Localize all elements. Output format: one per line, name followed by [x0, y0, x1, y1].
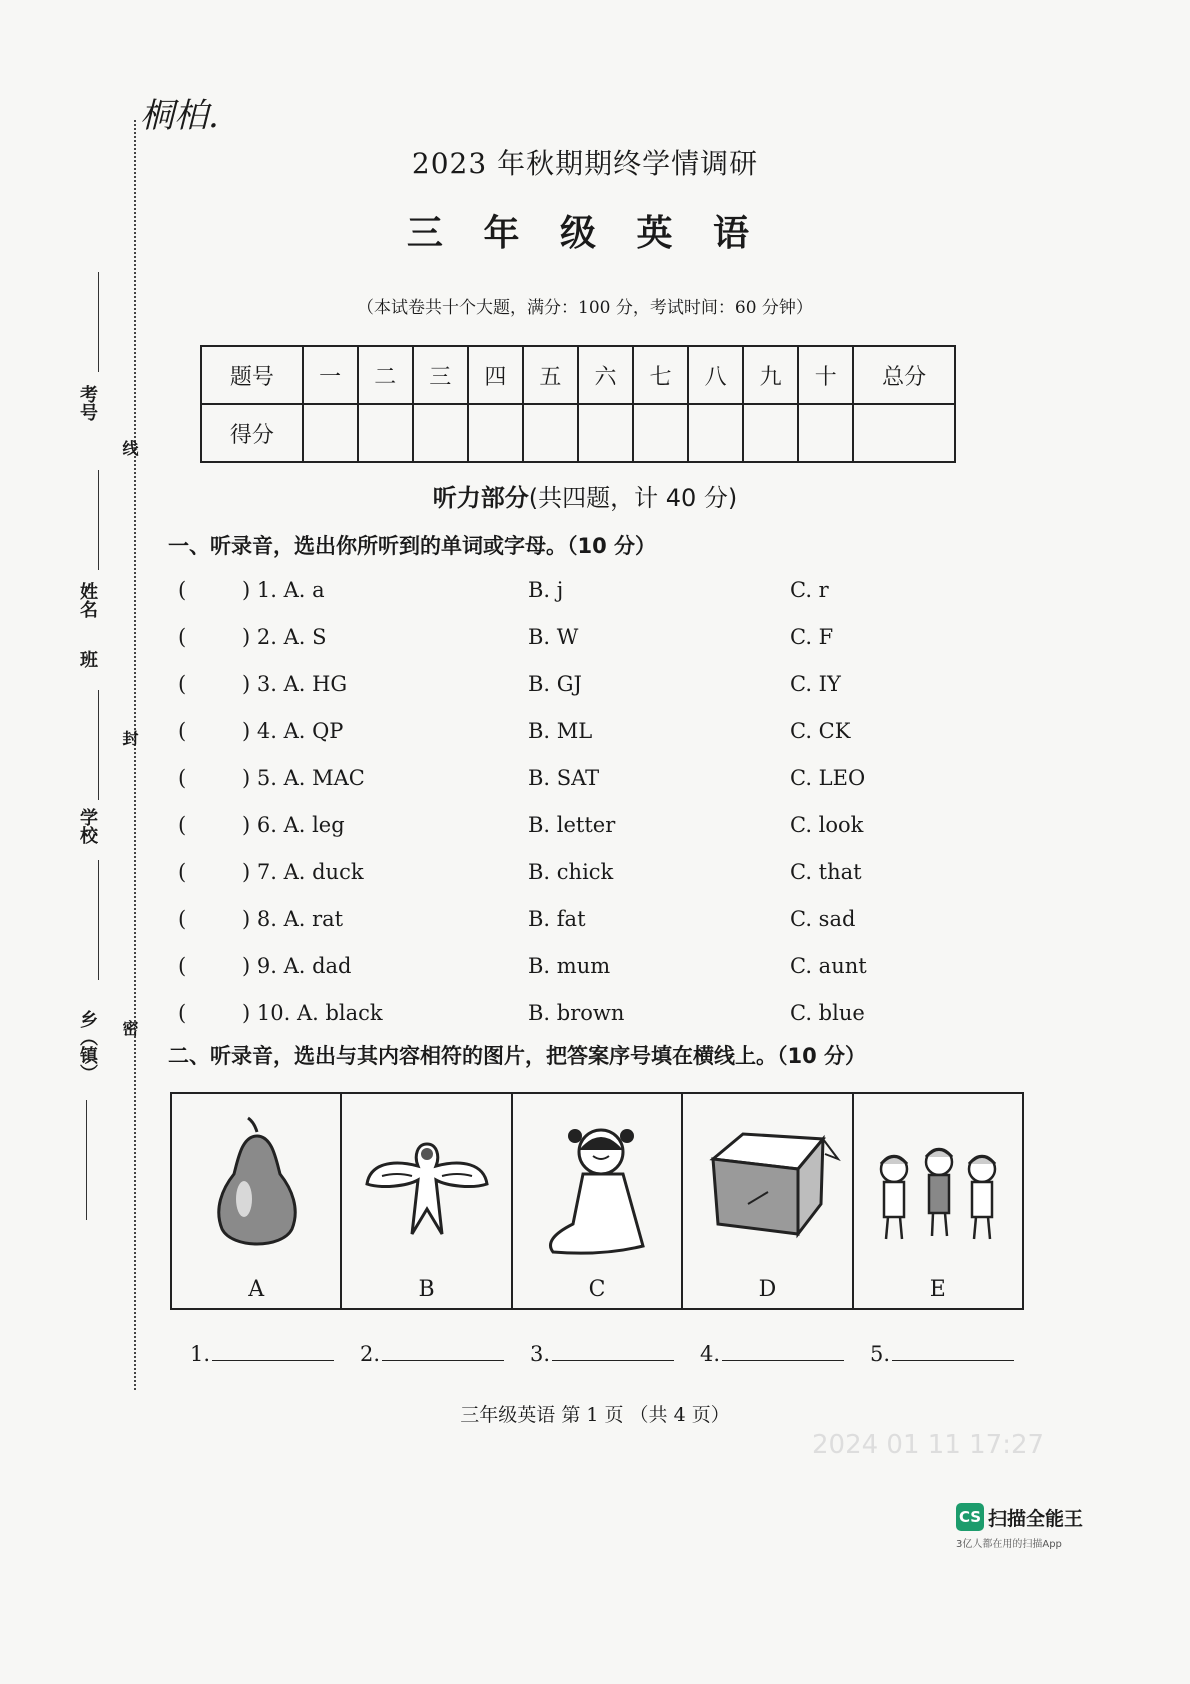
option-a: ) 7. A. duck	[242, 860, 364, 884]
question-row	[178, 672, 938, 704]
score-header-cell: 二	[358, 346, 413, 404]
seal-mark: 封	[120, 730, 139, 746]
question-row	[178, 578, 938, 610]
score-header-cell: 一	[303, 346, 358, 404]
picture-label: A	[248, 1277, 265, 1302]
option-a: ) 5. A. MAC	[242, 766, 365, 790]
score-header-cell: 六	[578, 346, 633, 404]
question-row	[178, 954, 938, 986]
option-c: C. that	[790, 860, 862, 884]
blank-number: 5.	[870, 1342, 891, 1366]
option-b: B. W	[528, 625, 579, 649]
option-b: B. j	[528, 578, 564, 602]
answer-paren[interactable]: (	[178, 766, 187, 790]
option-c: C. CK	[790, 719, 851, 743]
score-header-cell: 题号	[201, 346, 303, 404]
option-a: ) 6. A. leg	[242, 813, 345, 837]
blank-number: 2.	[360, 1342, 381, 1366]
question-row	[178, 813, 938, 845]
box-icon	[693, 1114, 843, 1264]
exam-no-line	[98, 272, 99, 372]
option-a: ) 2. A. S	[242, 625, 327, 649]
question-row	[178, 625, 938, 657]
picture-cell-c	[513, 1094, 683, 1308]
score-header-cell: 三	[413, 346, 468, 404]
option-b: B. brown	[528, 1001, 625, 1025]
answer-paren[interactable]: (	[178, 578, 187, 602]
score-header-cell: 四	[468, 346, 523, 404]
listening-heading-title: 听力部分	[432, 484, 529, 512]
line-mark: 线	[120, 440, 139, 456]
score-cell[interactable]	[523, 404, 578, 462]
exam-subject: 三 年 级 英 语	[406, 212, 764, 254]
picture-cell-a	[172, 1094, 342, 1308]
option-c: C. r	[790, 578, 829, 602]
answer-blank[interactable]	[530, 1342, 674, 1366]
page-footer: 三年级英语 第 1 页 （共 4 页）	[460, 1404, 730, 1426]
option-c: C. look	[790, 813, 864, 837]
answer-paren[interactable]: (	[178, 672, 187, 696]
listening-heading-note: (共四题，计 40 分)	[528, 484, 738, 512]
answer-paren[interactable]: (	[178, 625, 187, 649]
town-line	[86, 1100, 87, 1220]
option-a: ) 1. A. a	[242, 578, 325, 602]
score-header-cell: 总分	[853, 346, 955, 404]
timestamp-stamp: 2024 01 11 17:27	[812, 1430, 1045, 1460]
score-header-cell: 七	[633, 346, 688, 404]
option-b: B. chick	[528, 860, 614, 884]
pear-icon	[182, 1114, 332, 1264]
part1-title: 一、听录音，选出你所听到的单词或字母。（10 分）	[168, 534, 657, 558]
score-header-cell: 九	[743, 346, 798, 404]
answer-blank[interactable]	[190, 1342, 334, 1366]
blank-line[interactable]	[382, 1360, 504, 1361]
option-b: B. GJ	[528, 672, 582, 696]
score-cell[interactable]	[743, 404, 798, 462]
score-cell[interactable]	[413, 404, 468, 462]
picture-label: B	[418, 1277, 435, 1302]
answer-paren[interactable]: (	[178, 719, 187, 743]
picture-cell-d	[683, 1094, 853, 1308]
name-label: 姓名	[77, 582, 98, 618]
option-b: B. fat	[528, 907, 586, 931]
blank-line[interactable]	[892, 1360, 1014, 1361]
option-a: ) 10. A. black	[242, 1001, 383, 1025]
exam-no-label: 考号	[77, 385, 98, 421]
blank-line[interactable]	[212, 1360, 334, 1361]
answer-paren[interactable]: (	[178, 1001, 187, 1025]
answer-blank[interactable]	[870, 1342, 1014, 1366]
picture-cell-b	[342, 1094, 512, 1308]
class-label: 班	[77, 650, 98, 668]
handwritten-name: 桐柏.	[140, 96, 219, 136]
part2-title: 二、听录音，选出与其内容相符的图片，把答案序号填在横线上。（10 分）	[168, 1044, 867, 1068]
kite-icon	[352, 1114, 502, 1264]
score-row-label: 得分	[201, 404, 303, 462]
option-c: C. sad	[790, 907, 856, 931]
option-b: B. letter	[528, 813, 616, 837]
picture-label: E	[929, 1277, 946, 1302]
town-label: 乡（镇）	[77, 1010, 98, 1082]
option-c: C. LEO	[790, 766, 866, 790]
blank-line[interactable]	[722, 1360, 844, 1361]
question-row	[178, 719, 938, 751]
score-header-cell: 十	[798, 346, 853, 404]
option-a: ) 8. A. rat	[242, 907, 344, 931]
listening-heading	[0, 478, 1170, 513]
scanner-watermark	[956, 1503, 1083, 1550]
score-cell[interactable]	[798, 404, 853, 462]
option-c: C. IY	[790, 672, 841, 696]
score-table	[200, 345, 956, 463]
picture-label: C	[588, 1277, 606, 1302]
scanner-logo-icon: CS	[956, 1503, 984, 1531]
scanner-tagline: 3亿人都在用的扫描App	[956, 1539, 1062, 1550]
answer-paren[interactable]: (	[178, 954, 187, 978]
option-c: C. aunt	[790, 954, 867, 978]
option-b: B. mum	[528, 954, 611, 978]
option-a: ) 3. A. HG	[242, 672, 348, 696]
option-a: ) 9. A. dad	[242, 954, 352, 978]
score-header-cell: 五	[523, 346, 578, 404]
option-c: C. F	[790, 625, 834, 649]
score-cell[interactable]	[303, 404, 358, 462]
picture-cell-e	[854, 1094, 1022, 1308]
option-c: C. blue	[790, 1001, 865, 1025]
exam-title: 2023 年秋期期终学情调研	[411, 147, 759, 180]
school-line	[98, 860, 99, 980]
picture-table	[170, 1092, 1024, 1310]
picture-label: D	[758, 1277, 777, 1302]
score-cell[interactable]	[853, 404, 955, 462]
option-b: B. SAT	[528, 766, 600, 790]
score-cell[interactable]	[578, 404, 633, 462]
score-cell[interactable]	[358, 404, 413, 462]
girl-icon	[523, 1114, 673, 1264]
score-cell[interactable]	[468, 404, 523, 462]
blank-line[interactable]	[552, 1360, 674, 1361]
blank-number: 3.	[530, 1342, 551, 1366]
blank-number: 4.	[700, 1342, 721, 1366]
score-cell[interactable]	[633, 404, 688, 462]
school-label: 学校	[77, 808, 98, 844]
exam-note: （本试卷共十个大题，满分：100 分，考试时间：60 分钟）	[357, 298, 813, 318]
answer-paren[interactable]: (	[178, 907, 187, 931]
question-row	[178, 860, 938, 892]
children-icon	[864, 1114, 1014, 1264]
option-a: ) 4. A. QP	[242, 719, 344, 743]
score-cell[interactable]	[688, 404, 743, 462]
scanner-name: 扫描全能王	[988, 1507, 1084, 1530]
blank-number: 1.	[190, 1342, 211, 1366]
question-row	[178, 766, 938, 798]
score-header-row	[201, 346, 955, 404]
question-row	[178, 907, 938, 939]
answer-blank[interactable]	[700, 1342, 844, 1366]
option-b: B. ML	[528, 719, 593, 743]
score-header-cell: 八	[688, 346, 743, 404]
answer-paren[interactable]: (	[178, 813, 187, 837]
secret-mark: 密	[120, 1020, 139, 1036]
class-line	[98, 690, 99, 800]
question-row	[178, 1001, 938, 1033]
answer-paren[interactable]: (	[178, 860, 187, 884]
score-value-row	[201, 404, 955, 462]
answer-blank[interactable]	[360, 1342, 504, 1366]
